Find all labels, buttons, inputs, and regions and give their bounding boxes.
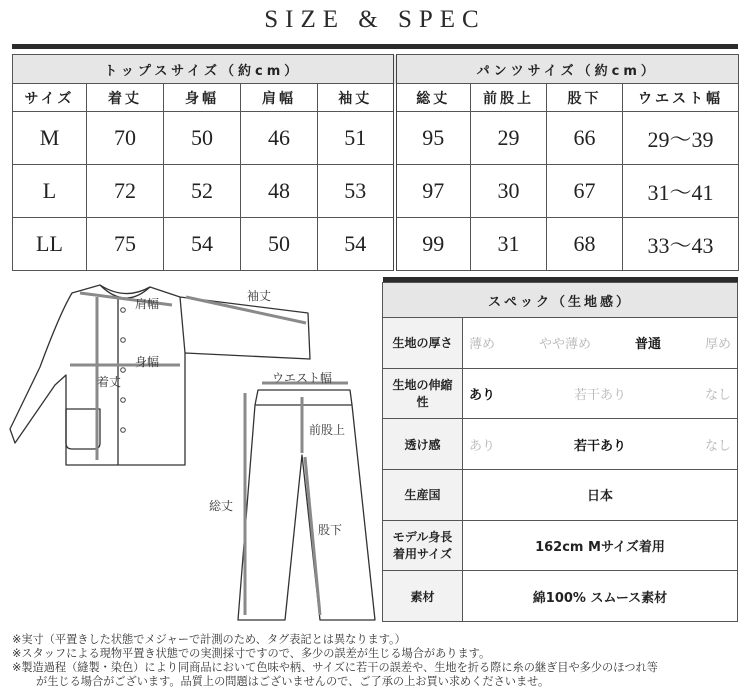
note-line: ※スタッフによる現物平置き状態での実測採寸ですので、多少の誤差が生じる場合があります。 xyxy=(12,647,491,660)
spec-label: 素材 xyxy=(383,571,463,622)
model-label-line1: モデル身長 xyxy=(392,530,453,545)
garment-drawing xyxy=(0,275,380,630)
size-cell: 54 xyxy=(164,218,241,271)
spec-label: 生地の厚さ xyxy=(383,317,463,368)
size-cell: 99 xyxy=(395,218,471,271)
thickness-option: 厚め xyxy=(704,337,731,353)
thickness-option: 薄め xyxy=(469,337,496,353)
size-cell: 52 xyxy=(164,165,241,218)
waist-label: ウエスト幅 xyxy=(272,371,333,385)
spec-row-material xyxy=(383,571,738,622)
size-cell: 29 xyxy=(471,112,547,165)
size-cell: 66 xyxy=(547,112,623,165)
rise-label: 前股上 xyxy=(309,423,346,437)
size-cell: 53 xyxy=(318,165,395,218)
pants-size-header: パンツサイズ（約cm） xyxy=(395,55,739,84)
col-header: サイズ xyxy=(13,84,87,112)
size-cell: 51 xyxy=(318,112,395,165)
size-cell: M xyxy=(13,112,87,165)
sheer-option: あり xyxy=(469,438,496,454)
col-header: 身幅 xyxy=(164,84,241,112)
sheer-option: なし xyxy=(704,438,731,454)
notes xyxy=(12,633,742,689)
size-cell: 50 xyxy=(164,112,241,165)
spec-row-model xyxy=(383,520,738,571)
measurement-diagram xyxy=(0,275,380,630)
size-row-l xyxy=(13,165,739,218)
size-cell: 31 xyxy=(471,218,547,271)
spec-row-stretch xyxy=(383,368,738,419)
col-header: 総丈 xyxy=(395,84,471,112)
note-line: が生じる場合がございます。品質上の問題はございませんので、ご了承の上お買い求めくださいませ。 xyxy=(36,675,550,688)
size-cell: 33〜43 xyxy=(623,218,739,271)
size-cell: 31〜41 xyxy=(623,165,739,218)
size-row-m xyxy=(13,112,739,165)
size-cell: 95 xyxy=(395,112,471,165)
origin-value: 日本 xyxy=(463,469,738,520)
size-cell: LL xyxy=(13,218,87,271)
col-header: 股下 xyxy=(547,84,623,112)
tops-size-header: トップスサイズ（約cm） xyxy=(13,55,395,84)
size-cell: 46 xyxy=(241,112,318,165)
size-row-ll xyxy=(13,218,739,271)
size-cell: 75 xyxy=(87,218,164,271)
spec-title: スペック（生地感） xyxy=(383,283,738,318)
shoulder-label: 肩幅 xyxy=(135,297,160,311)
model-label-line2: 着用サイズ xyxy=(392,547,453,562)
size-cell: 30 xyxy=(471,165,547,218)
spec-label: 透け感 xyxy=(383,419,463,470)
inseam-label: 股下 xyxy=(318,523,343,537)
size-cell: 68 xyxy=(547,218,623,271)
spec-label: 生産国 xyxy=(383,469,463,520)
spec-row-sheer xyxy=(383,419,738,470)
size-cell: 70 xyxy=(87,112,164,165)
page-title: SIZE & SPEC xyxy=(264,6,486,33)
spec-label: 生地の伸縮性 xyxy=(383,368,463,419)
col-header: 前股上 xyxy=(471,84,547,112)
size-cell: 97 xyxy=(395,165,471,218)
material-value: 綿100% スムース素材 xyxy=(463,571,738,622)
size-cell: 48 xyxy=(241,165,318,218)
model-value: 162cm Mサイズ着用 xyxy=(463,520,738,571)
header-bar xyxy=(12,44,738,49)
sleeve-label: 袖丈 xyxy=(247,289,272,303)
note-line: ※実寸（平置きした状態でメジャーで計測のため、タグ表記とは異なります。） xyxy=(12,633,406,646)
size-cell: 72 xyxy=(87,165,164,218)
size-cell: 29〜39 xyxy=(623,112,739,165)
spec-label xyxy=(383,520,463,571)
total-length-label: 総丈 xyxy=(209,499,234,513)
stretch-option: 若干あり xyxy=(573,387,626,403)
spec-row-thickness xyxy=(383,317,738,368)
stretch-option: なし xyxy=(704,387,731,403)
size-cell: 54 xyxy=(318,218,395,271)
sheer-option-selected: 若干あり xyxy=(573,438,626,454)
spec-table xyxy=(382,277,738,622)
chest-label: 身幅 xyxy=(135,355,160,369)
size-table xyxy=(12,54,739,271)
thickness-option: やや薄め xyxy=(538,337,591,353)
size-cell: L xyxy=(13,165,87,218)
stretch-option-selected: あり xyxy=(469,387,496,403)
length-label: 着丈 xyxy=(97,375,122,389)
col-header: 肩幅 xyxy=(241,84,318,112)
spec-row-origin xyxy=(383,469,738,520)
col-header: 袖丈 xyxy=(318,84,395,112)
thickness-option-selected: 普通 xyxy=(634,337,661,353)
note-line: ※製造過程（縫製・染色）により同商品において色味や柄、サイズに若干の誤差や、生地を折る際に糸の継ぎ目や多少のほつれ等 xyxy=(12,661,658,674)
col-header: 着丈 xyxy=(87,84,164,112)
size-cell: 50 xyxy=(241,218,318,271)
size-cell: 67 xyxy=(547,165,623,218)
col-header: ウエスト幅 xyxy=(623,84,739,112)
